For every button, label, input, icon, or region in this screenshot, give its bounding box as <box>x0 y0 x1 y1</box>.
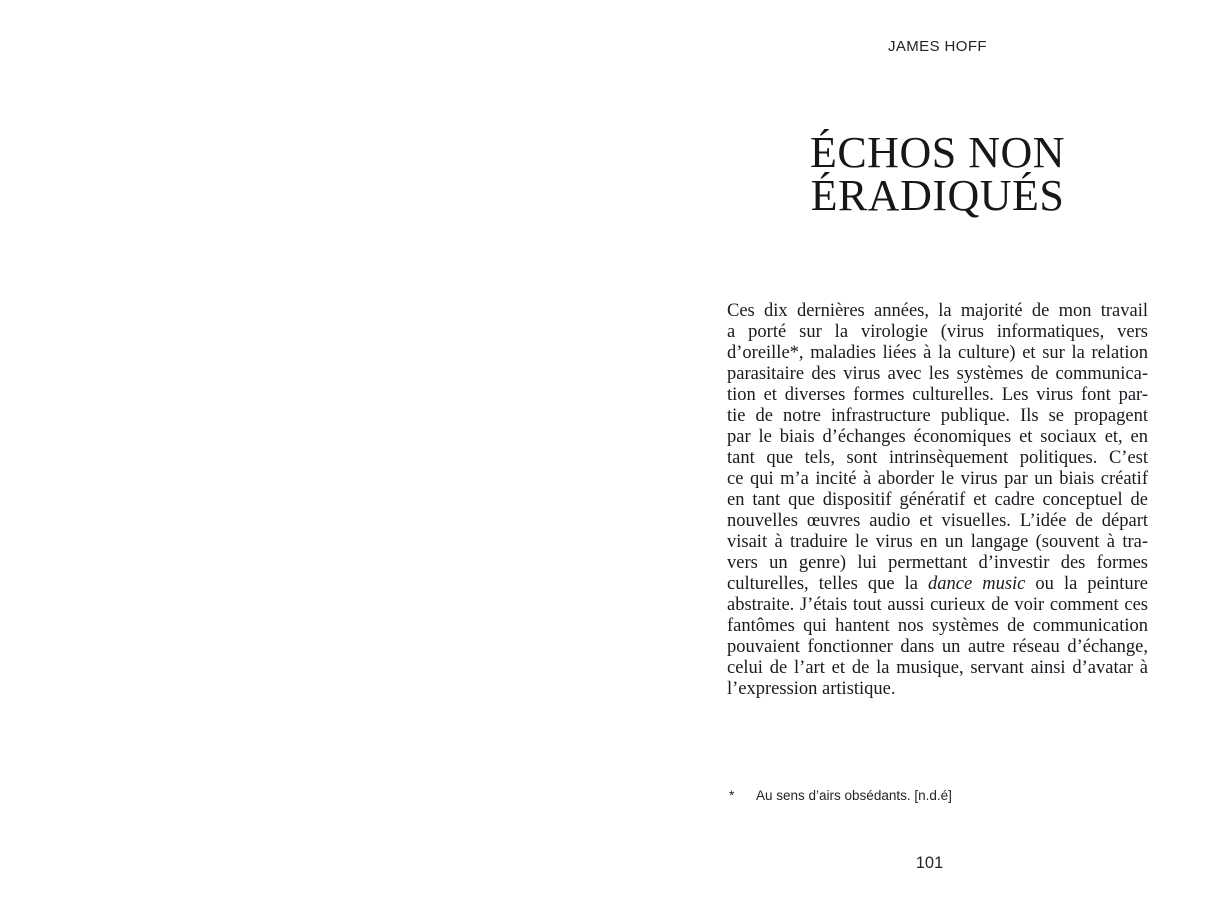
body-text-line: en tant que dispositif génératif et cadre conceptuel de <box>727 490 1148 510</box>
body-text-line: Ces dix dernières années, la majorité de mon travail <box>727 301 1148 321</box>
footnote-text: Au sens d’airs obsédants. [n.d.é] <box>756 788 952 803</box>
body-text-line: parasitaire des virus avec les systèmes de communica- <box>727 364 1148 384</box>
body-text-line: pouvaient fonctionner dans un autre réseau d’échange, <box>727 637 1148 657</box>
footnote-marker: * <box>729 788 735 803</box>
body-paragraph <box>727 301 1148 700</box>
article-title <box>717 128 1158 220</box>
body-text-line: a porté sur la virologie (virus informatiques, vers <box>727 322 1148 342</box>
body-text-line: abstraite. J’étais tout aussi curieux de voir comment ces <box>727 595 1148 615</box>
body-text-line: nouvelles œuvres audio et visuelles. L’idée de départ <box>727 511 1148 531</box>
title-line-2: ÉRADIQUÉS <box>810 171 1065 220</box>
body-text-line: celui de l’art et de la musique, servant ainsi d’avatar à <box>727 658 1148 678</box>
body-text-line: tion et diverses formes culturelles. Les virus font par- <box>727 385 1148 405</box>
page-number: 101 <box>915 854 944 872</box>
right-page <box>616 0 1232 912</box>
body-text-line: l’expression artistique. <box>727 679 896 699</box>
body-text-line: d’oreille*, maladies liées à la culture) et sur la relation <box>727 343 1148 363</box>
footnote <box>729 788 1159 803</box>
body-text-line: culturelles, telles que la dance music ou la peinture <box>727 574 1148 594</box>
body-text-line: ce qui m’a incité à aborder le virus par un biais créatif <box>727 469 1148 489</box>
title-line-1: ÉCHOS NON <box>809 128 1066 177</box>
body-text-line: vers un genre) lui permettant d’investir des formes <box>727 553 1148 573</box>
body-text-line: tant que tels, sont intrinsèquement politiques. C’est <box>727 448 1148 468</box>
body-text-line: tie de notre infrastructure publique. Ils se propagent <box>727 406 1148 426</box>
body-text-line: par le biais d’échanges économiques et sociaux et, en <box>727 427 1148 447</box>
running-header-author: JAMES HOFF <box>887 38 987 55</box>
body-text-line: fantômes qui hantent nos systèmes de communication <box>727 616 1148 636</box>
body-text-line: visait à traduire le virus en un langage (souvent à tra- <box>727 532 1148 552</box>
